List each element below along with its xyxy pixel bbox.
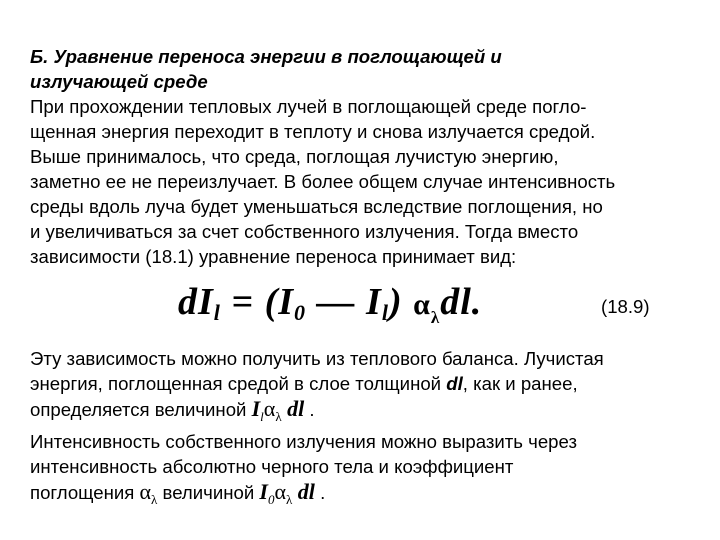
inline-formula-absorbed: $I_l\alpha_\lambda$ dl	[251, 396, 305, 424]
eq-lambda: λ	[430, 308, 441, 327]
paragraph-line: определяется величиной $I_l\alpha_\lambda$ dl .	[30, 396, 315, 424]
eq-paren: )	[388, 281, 403, 323]
eq-equals: = (	[220, 281, 279, 323]
eq-subscript: l	[213, 300, 221, 325]
paragraph-line: При прохождении тепловых лучей в поглощающей среде погло-	[30, 96, 587, 117]
equation-number: (18.9)	[601, 296, 650, 317]
upper-text	[30, 44, 710, 269]
eq-intensity-l: I	[366, 281, 382, 323]
inline-formula-emitted: $I_0\alpha_\lambda$ dl	[259, 479, 315, 507]
transfer-equation	[178, 280, 482, 340]
paragraph-line: поглощения $\alpha_\lambda$ величиной $I_0\alpha_\lambda$ dl .	[30, 479, 326, 507]
paragraph-line: щенная энергия переходит в теплоту и снова излучается средой.	[30, 121, 596, 142]
dl-term: dl	[446, 373, 463, 394]
lower-text	[30, 346, 710, 512]
eq-dl: dl.	[440, 281, 483, 323]
eq-intensity-zero: I	[278, 281, 295, 323]
section-heading-line-1: Б. Уравнение переноса энергии в поглощающей и	[30, 46, 502, 67]
paragraph-line: зависимости (18.1) уравнение переноса принимает вид:	[30, 246, 517, 267]
eq-alpha: α	[413, 288, 431, 321]
paragraph-line: и увеличиваться за счет собственного излучения. Тогда вместо	[30, 221, 579, 242]
equation-row	[0, 281, 720, 330]
section-heading-line-2: излучающей среде	[30, 71, 208, 92]
eq-subscript-zero: 0	[294, 300, 307, 325]
paragraph-line: интенсивность абсолютно черного тела и коэффициент	[30, 456, 514, 477]
paragraph-line: Выше принималось, что среда, поглощая лучистую энергию,	[30, 146, 559, 167]
eq-d: d	[178, 281, 198, 323]
eq-intensity: I	[198, 281, 214, 323]
paragraph-line: Интенсивность собственного излучения можно выразить через	[30, 431, 577, 452]
paragraph-line: Эту зависимость можно получить из теплового баланса. Лучистая	[30, 348, 604, 369]
eq-subscript-l: l	[381, 300, 389, 325]
paragraph-line: энергия, поглощенная средой в слое толщиной dl, как и ранее,	[30, 373, 578, 394]
eq-minus: —	[306, 281, 367, 323]
paragraph-line: среды вдоль луча будет уменьшаться вследствие поглощения, но	[30, 196, 603, 217]
paragraph-line: заметно ее не переизлучает. В более общем случае интенсивность	[30, 171, 616, 192]
alpha-lambda-symbol: $\alpha_\lambda$	[139, 479, 158, 507]
